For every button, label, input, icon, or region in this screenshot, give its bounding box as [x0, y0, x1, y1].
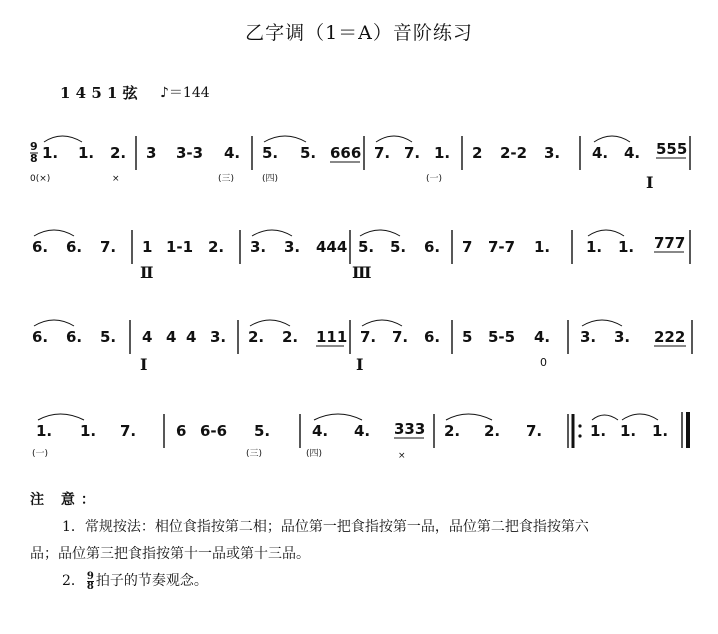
time-signature-den: 8: [30, 152, 38, 165]
note: 3.: [580, 328, 597, 346]
note: 5.: [358, 238, 375, 256]
note: 3.: [284, 238, 301, 256]
slur: [250, 320, 290, 326]
slur: [252, 230, 292, 236]
slur: [446, 414, 492, 420]
note: 6.: [424, 328, 441, 346]
note: 6.: [66, 238, 83, 256]
note: 6: [176, 422, 187, 440]
repeat-dot: [578, 434, 581, 437]
note: 3.: [210, 328, 227, 346]
note: 2.: [248, 328, 265, 346]
score-system-2: [0, 222, 718, 312]
fingering-mark: (四): [262, 174, 279, 184]
note: 7-7: [488, 238, 516, 256]
note: 1.: [42, 144, 59, 162]
note: 1.: [78, 144, 95, 162]
note: 5.: [390, 238, 407, 256]
note: 3: [146, 144, 157, 162]
note: 2.: [282, 328, 299, 346]
note: 1.: [534, 238, 551, 256]
note: 4.: [312, 422, 329, 440]
note: 1.: [590, 422, 607, 440]
note: 4: [166, 328, 177, 346]
note: 6.: [32, 328, 49, 346]
note: 666: [330, 144, 362, 162]
time-signature-num: 9: [30, 140, 38, 153]
fingering-mark: (四): [306, 449, 323, 459]
position-mark: Ⅱ: [140, 263, 154, 282]
note: 5.: [300, 144, 317, 162]
slur: [34, 320, 74, 326]
fingering-mark: (三): [218, 174, 235, 184]
note: 6-6: [200, 422, 228, 440]
note: 3.: [250, 238, 267, 256]
slur: [592, 415, 618, 420]
remark-2-text: 拍子的节奏观念。: [95, 573, 208, 589]
string-tuning: 1 4 5 1 弦: [60, 84, 138, 102]
fingering-mark: (三): [246, 449, 263, 459]
note: 4.: [534, 328, 551, 346]
slur: [360, 230, 400, 236]
note: 1.: [586, 238, 603, 256]
note: 3.: [614, 328, 631, 346]
slur: [376, 136, 412, 142]
note: 7.: [404, 144, 421, 162]
position-mark: Ⅰ: [356, 355, 364, 374]
note: 444: [316, 238, 348, 256]
fingering-mark: ×: [112, 174, 120, 184]
slur: [588, 230, 624, 236]
note: 5.: [254, 422, 271, 440]
note: 6.: [424, 238, 441, 256]
note: 7: [462, 238, 473, 256]
note: 7.: [374, 144, 391, 162]
note: 7.: [100, 238, 117, 256]
slur: [34, 230, 74, 236]
time-fraction-num: 9: [86, 570, 94, 582]
note: 1.: [652, 422, 669, 440]
note: 6.: [66, 328, 83, 346]
slur: [314, 414, 362, 420]
note: 2.: [208, 238, 225, 256]
note: 4: [142, 328, 153, 346]
note: 5.: [262, 144, 279, 162]
note: 5: [462, 328, 473, 346]
position-mark: Ⅰ: [646, 173, 654, 192]
slur: [594, 136, 630, 142]
note: 3-3: [176, 144, 204, 162]
time-fraction-den: 8: [86, 580, 94, 592]
note: 1.: [36, 422, 53, 440]
note: 4.: [354, 422, 371, 440]
note: 5.: [100, 328, 117, 346]
remark-2-prefix: 2．: [62, 573, 85, 589]
repeat-dot: [578, 424, 581, 427]
position-mark: Ⅲ: [352, 263, 372, 282]
note: 2-2: [500, 144, 528, 162]
score-system-2-svg: [0, 222, 718, 302]
score-system-4-svg: [0, 404, 718, 484]
slur: [44, 136, 82, 142]
note: 4.: [224, 144, 241, 162]
note: 7.: [526, 422, 543, 440]
remark-1-continued: 品；品位第三把食指按第十一品或第十三品。: [30, 546, 310, 562]
note: 2.: [110, 144, 127, 162]
note: 4: [186, 328, 197, 346]
note: 1.: [620, 422, 637, 440]
note: 2.: [484, 422, 501, 440]
slur: [38, 414, 84, 420]
tempo-marking: ♪＝144: [160, 85, 210, 101]
note: 4.: [592, 144, 609, 162]
note: 7.: [360, 328, 377, 346]
slur: [622, 414, 658, 420]
note: 2.: [444, 422, 461, 440]
note: 222: [654, 328, 686, 346]
fingering-mark: (一): [426, 174, 443, 184]
fingering-mark: 0: [540, 356, 547, 369]
slur: [582, 320, 622, 326]
note: 333: [394, 420, 426, 438]
fingering-mark: 0(×): [30, 174, 51, 184]
note: 1: [142, 238, 153, 256]
remark-2: [30, 568, 700, 595]
note: 6.: [32, 238, 49, 256]
position-mark: Ⅰ: [140, 355, 148, 374]
score-system-3: [0, 312, 718, 402]
slur: [264, 136, 306, 142]
note: 1.: [618, 238, 635, 256]
time-fraction: [87, 572, 94, 591]
note: 5-5: [488, 328, 516, 346]
fingering-mark: (一): [32, 449, 49, 459]
remarks: [30, 487, 700, 595]
note: 3.: [544, 144, 561, 162]
note: 555: [656, 140, 688, 158]
note: 7.: [392, 328, 409, 346]
score-system-1-svg: [0, 128, 718, 208]
note: 777: [654, 234, 686, 252]
score-system-1: [0, 128, 718, 218]
score-system-4: [0, 404, 718, 494]
remarks-heading: 注 意：: [30, 492, 101, 508]
note: 7.: [120, 422, 137, 440]
note: 1.: [80, 422, 97, 440]
remark-1: 1．常规按法：相位食指按第二相；品位第一把食指按第一品，品位第二把食指按第六: [62, 519, 589, 535]
note: 2: [472, 144, 483, 162]
score-system-3-svg: [0, 312, 718, 392]
page-title: 乙字调（1＝A）音阶练习: [245, 22, 473, 44]
note: 111: [316, 328, 348, 346]
fingering-mark: ×: [398, 451, 406, 461]
note: 1-1: [166, 238, 194, 256]
note: 4.: [624, 144, 641, 162]
note: 1.: [434, 144, 451, 162]
slur: [362, 320, 402, 326]
